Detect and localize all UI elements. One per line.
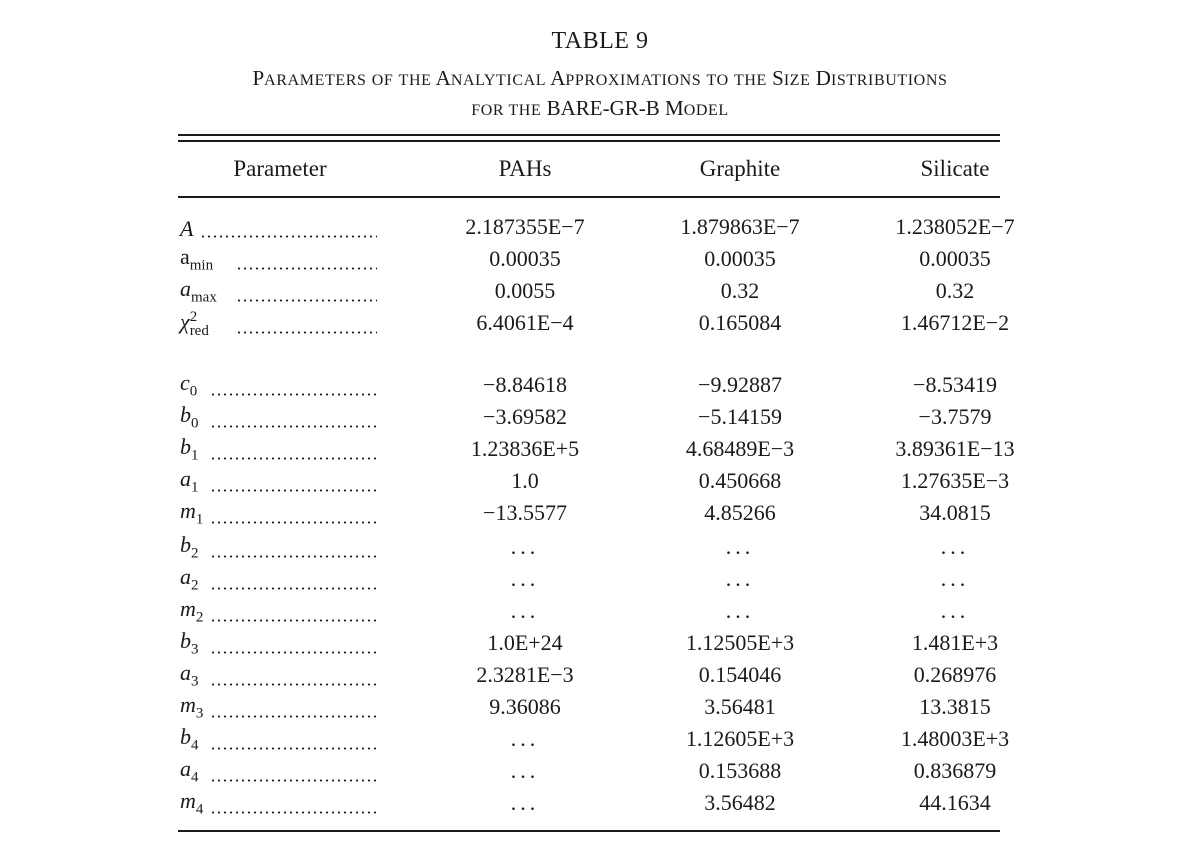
graphite-value: −5.14159 bbox=[698, 404, 782, 429]
title-suffix: MODEL bbox=[665, 96, 729, 120]
graphite-value: −9.92887 bbox=[698, 372, 782, 397]
parameter-label bbox=[180, 216, 377, 244]
graphite-value: 0.153688 bbox=[698, 758, 782, 783]
graphite-value: 1.12505E+3 bbox=[685, 630, 795, 655]
parameter-symbol: $b_2$ bbox=[180, 531, 199, 561]
silicate-value: 1.48003E+3 bbox=[900, 726, 1010, 751]
header-rule bbox=[178, 196, 1000, 198]
leader-dots bbox=[236, 267, 377, 270]
parameter-symbol: χ 2 red bbox=[180, 308, 209, 339]
parameter-symbol: $a_1$ bbox=[180, 465, 199, 495]
pahs-value: ... bbox=[510, 726, 540, 751]
pahs-value: −13.5577 bbox=[483, 500, 567, 525]
parameter-label bbox=[180, 531, 377, 564]
table-title-line-1 bbox=[0, 66, 1200, 91]
leader-dots bbox=[236, 331, 377, 334]
pahs-value: ... bbox=[510, 566, 540, 591]
graphite-value: 4.68489E−3 bbox=[685, 436, 795, 461]
title-prefix: FOR THE bbox=[471, 102, 542, 119]
pahs-value: 6.4061E−4 bbox=[476, 310, 574, 335]
silicate-value: 44.1634 bbox=[919, 790, 991, 815]
parameter-label bbox=[180, 497, 377, 530]
leader-dots bbox=[210, 619, 377, 622]
top-rule-double bbox=[178, 140, 1000, 142]
parameter-label bbox=[180, 369, 377, 402]
header-graphite: Graphite bbox=[699, 156, 781, 181]
silicate-value: 13.3815 bbox=[919, 694, 991, 719]
leader-dots bbox=[210, 393, 377, 396]
top-rule bbox=[178, 134, 1000, 136]
parameter-symbol: $b_3$ bbox=[180, 627, 199, 657]
leader-dots bbox=[210, 715, 377, 718]
parameter-label bbox=[180, 465, 377, 498]
silicate-value: 0.00035 bbox=[919, 246, 991, 271]
leader-dots bbox=[210, 587, 377, 590]
parameter-label bbox=[180, 563, 377, 596]
parameter-label bbox=[180, 275, 377, 308]
parameter-label bbox=[180, 433, 377, 466]
graphite-value: ... bbox=[725, 598, 755, 623]
pahs-value: ... bbox=[510, 534, 540, 559]
parameter-symbol: $c_0$ bbox=[180, 369, 198, 399]
parameter-label bbox=[180, 308, 377, 340]
parameter-label bbox=[180, 787, 377, 820]
silicate-value: 0.32 bbox=[935, 278, 975, 303]
silicate-value: 1.238052E−7 bbox=[895, 214, 1015, 239]
graphite-value: ... bbox=[725, 534, 755, 559]
pahs-value: 9.36086 bbox=[489, 694, 561, 719]
parameter-symbol: $a_4$ bbox=[180, 755, 199, 785]
parameter-symbol: $m_3$ bbox=[180, 691, 204, 721]
silicate-value: 34.0815 bbox=[919, 500, 991, 525]
graphite-value: 0.32 bbox=[720, 278, 760, 303]
table-title-line-2 bbox=[0, 96, 1200, 121]
graphite-value: 4.85266 bbox=[704, 500, 776, 525]
pahs-value: −8.84618 bbox=[483, 372, 567, 397]
pahs-value: 1.23836E+5 bbox=[470, 436, 580, 461]
graphite-value: 1.879863E−7 bbox=[680, 214, 800, 239]
pahs-value: 2.3281E−3 bbox=[476, 662, 574, 687]
leader-dots bbox=[210, 779, 377, 782]
parameter-symbol: $m_2$ bbox=[180, 595, 204, 625]
silicate-value: ... bbox=[940, 534, 970, 559]
parameter-label bbox=[180, 595, 377, 628]
graphite-value: 3.56482 bbox=[704, 790, 776, 815]
parameter-symbol: $a_3$ bbox=[180, 659, 199, 689]
parameter-symbol: $a_{min}$ bbox=[180, 243, 214, 273]
pahs-value: 1.0 bbox=[511, 468, 539, 493]
silicate-value: 1.46712E−2 bbox=[900, 310, 1010, 335]
silicate-value: 1.481E+3 bbox=[911, 630, 999, 655]
pahs-value: 0.0055 bbox=[494, 278, 556, 303]
graphite-value: 0.00035 bbox=[704, 246, 776, 271]
pahs-value: 0.00035 bbox=[489, 246, 561, 271]
silicate-value: 3.89361E−13 bbox=[895, 436, 1015, 461]
pahs-value: 2.187355E−7 bbox=[465, 214, 585, 239]
parameter-symbol: $m_1$ bbox=[180, 497, 204, 527]
silicate-value: ... bbox=[940, 598, 970, 623]
leader-dots bbox=[210, 425, 377, 428]
pahs-value: ... bbox=[510, 790, 540, 815]
silicate-value: 1.27635E−3 bbox=[900, 468, 1010, 493]
parameter-symbol: $b_1$ bbox=[180, 433, 199, 463]
parameter-label bbox=[180, 401, 377, 434]
model-name: BARE-GR-B bbox=[546, 96, 660, 120]
parameter-label bbox=[180, 627, 377, 660]
graphite-value: ... bbox=[725, 566, 755, 591]
header-parameter: Parameter bbox=[233, 156, 327, 181]
graphite-value: 0.165084 bbox=[698, 310, 782, 335]
leader-dots bbox=[210, 489, 377, 492]
parameter-label bbox=[180, 243, 377, 276]
silicate-value: −8.53419 bbox=[913, 372, 997, 397]
table-title-text: PARAMETERS OF THE ANALYTICAL APPROXIMATIONS TO THE SIZE DISTRIBUTIONS bbox=[252, 66, 948, 90]
leader-dots bbox=[210, 811, 377, 814]
parameter-label bbox=[180, 691, 377, 724]
graphite-value: 3.56481 bbox=[704, 694, 776, 719]
parameter-symbol: $b_4$ bbox=[180, 723, 199, 753]
parameter-symbol: $b_0$ bbox=[180, 401, 199, 431]
pahs-value: 1.0E+24 bbox=[487, 630, 563, 655]
graphite-value: 0.154046 bbox=[698, 662, 782, 687]
pahs-value: ... bbox=[510, 598, 540, 623]
silicate-value: 0.268976 bbox=[913, 662, 997, 687]
parameter-symbol: $a_{max}$ bbox=[180, 275, 217, 305]
silicate-value: ... bbox=[940, 566, 970, 591]
silicate-value: 0.836879 bbox=[913, 758, 997, 783]
parameter-label bbox=[180, 755, 377, 788]
silicate-value: −3.7579 bbox=[918, 404, 992, 429]
leader-dots bbox=[210, 747, 377, 750]
graphite-value: 1.12605E+3 bbox=[685, 726, 795, 751]
parameter-symbol: $m_4$ bbox=[180, 787, 204, 817]
leader-dots bbox=[210, 651, 377, 654]
bottom-rule bbox=[178, 830, 1000, 832]
parameter-symbol: A bbox=[180, 216, 194, 241]
parameter-label bbox=[180, 659, 377, 692]
table-number: TABLE 9 bbox=[551, 28, 649, 54]
pahs-value: ... bbox=[510, 758, 540, 783]
leader-dots bbox=[210, 521, 377, 524]
graphite-value: 0.450668 bbox=[698, 468, 782, 493]
parameter-label bbox=[180, 723, 377, 756]
pahs-value: −3.69582 bbox=[483, 404, 567, 429]
leader-dots bbox=[210, 555, 377, 558]
leader-dots bbox=[236, 299, 377, 302]
parameter-symbol: $a_2$ bbox=[180, 563, 199, 593]
leader-dots bbox=[200, 235, 377, 238]
leader-dots bbox=[210, 683, 377, 686]
header-pahs: PAHs bbox=[498, 156, 552, 181]
leader-dots bbox=[210, 457, 377, 460]
header-silicate: Silicate bbox=[920, 156, 990, 181]
